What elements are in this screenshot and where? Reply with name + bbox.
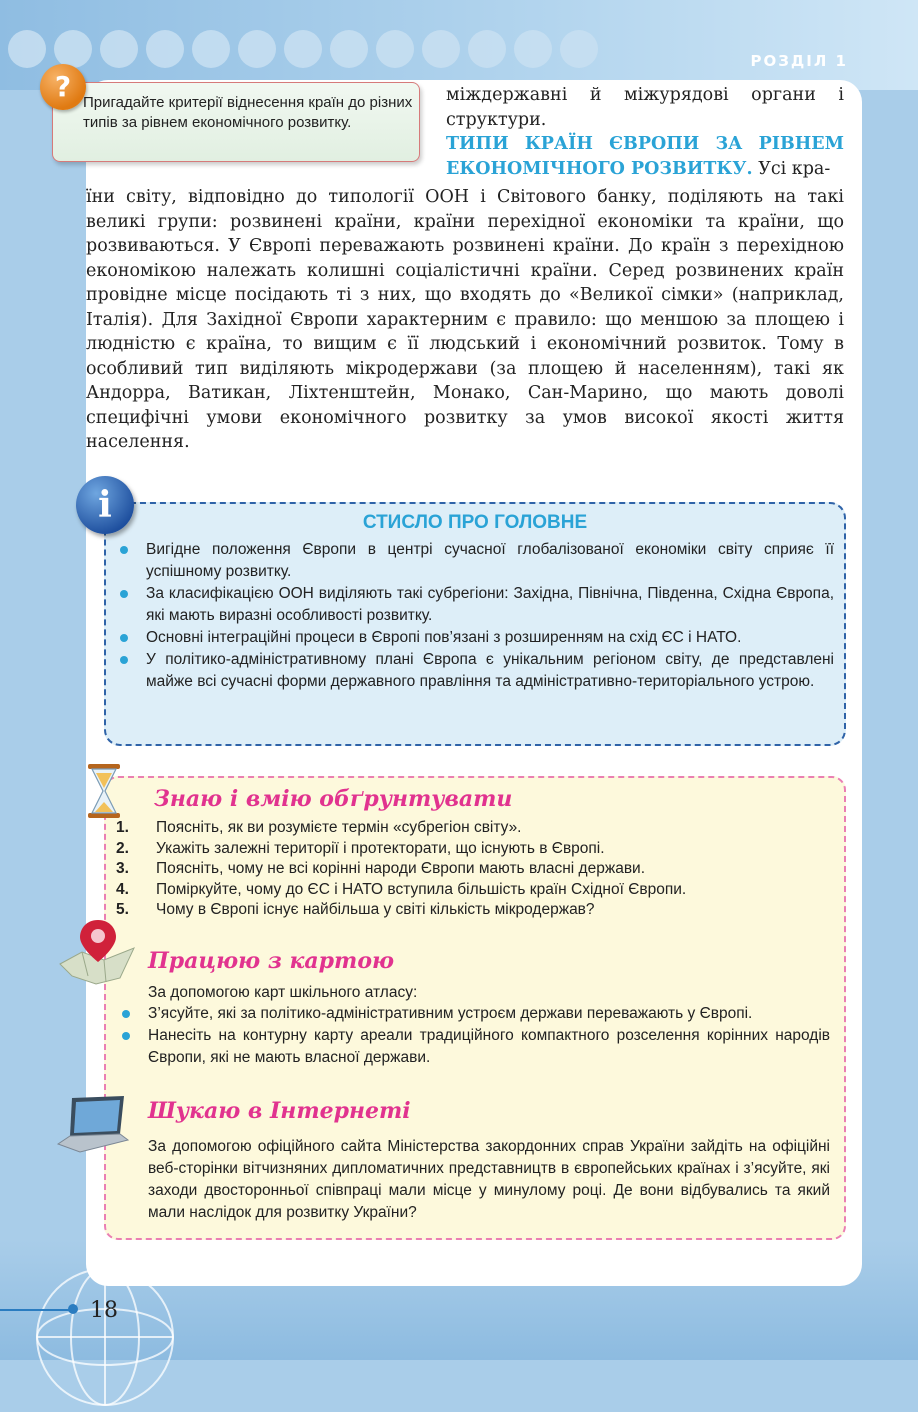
list-item (116, 900, 686, 921)
item-text: Поясніть, чому не всі корінні народи Європи мають власні держави. (156, 860, 646, 878)
decor-dot (100, 30, 138, 68)
item-text: Чому в Європі існує найбільша у світі кількість мікродержав? (156, 901, 595, 919)
header-banner (0, 0, 918, 90)
summary-box (104, 502, 846, 746)
hourglass-icon (86, 764, 122, 818)
item-number: 4. (116, 880, 129, 898)
list-item: Основні інтеграційні процеси в Європі пов’язані з розширенням на схід ЄС і НАТО. (146, 627, 834, 649)
summary-title: СТИСЛО ПРО ГОЛОВНЕ (362, 512, 588, 533)
list-item: З’ясуйте, які за політико-адміністративним устроєм держави переважають у Європі. (148, 1003, 830, 1025)
main-text-column (446, 83, 844, 181)
map-work-list (148, 1003, 830, 1069)
list-item (116, 880, 686, 901)
section-label: РОЗДІЛ 1 (750, 52, 848, 70)
map-work-title: Працюю з картою (148, 948, 395, 974)
main-paragraph: їни світу, відповідно до типології ООН і Світового банку, поділяють на такі великі групи: розвинені країни, країни перехідної економіки та країни, що розвиваються. У Європі переважають розвинені країни. До країн з перехідною економікою належать колишні соціалістичні країни. Серед розвинених країн провідне місце посідають ті з них, що входять до «Великої сімки» (наприклад, Італія). Для Західної Європи характерним є правило: що меншою за площею і людністю є країна, то вищим є її людський і економічний розвиток. Тому в особливий тип виділяють мікродержави (за площею й населенням), такі як Андорра, Ватикан, Ліхтенштейн, Монако, Сан-Марино, що мають доволі специфічні умови економічного розвитку за умов високої якості життя населення. (86, 187, 844, 452)
list-item (116, 818, 686, 839)
item-number: 3. (116, 860, 129, 878)
question-icon: ? (40, 64, 86, 110)
page-dot (68, 1304, 78, 1314)
decor-dot (468, 30, 506, 68)
item-text: Поясніть, як ви розумієте термін «субрегіон світу». (156, 819, 522, 836)
map-pin-icon (58, 916, 138, 986)
main-text-line: міждержавні й міжурядові органи і структури. (446, 85, 844, 130)
decor-dot (330, 30, 368, 68)
page-rule (0, 1309, 72, 1311)
laptop-icon (54, 1094, 130, 1154)
list-item (116, 839, 686, 860)
section-heading: ТИПИ КРАЇН ЄВРОПИ ЗА РІВНЕМ ЕКОНОМІЧНОГО РОЗВИТКУ. (446, 134, 844, 179)
list-item: Вигідне положення Європи в центрі сучасної глобалізованої економіки світу сприяє її успішному розвитку. (146, 539, 834, 583)
know-list (116, 818, 686, 921)
item-number: 2. (116, 839, 129, 857)
decor-dot (514, 30, 552, 68)
list-item: У політико-адміністративному плані Європа є унікальним регіоном світу, де представлені майже всі сучасні форми державного правління та адміністративно-територіального устрою. (146, 649, 834, 693)
item-text: Укажіть залежні території і протекторати, що існують в Європі. (156, 839, 605, 857)
item-number: 5. (116, 901, 129, 919)
main-text-heading-tail: Усі кра- (758, 158, 831, 179)
question-box (52, 82, 420, 162)
item-text: Поміркуйте, чому до ЄС і НАТО вступила більшість країн Східної Європи. (156, 880, 687, 898)
decor-dot (146, 30, 184, 68)
summary-list (146, 539, 834, 693)
decor-dot (284, 30, 322, 68)
decor-dot (560, 30, 598, 68)
decor-dot (8, 30, 46, 68)
decor-dot (54, 30, 92, 68)
decor-dot (422, 30, 460, 68)
globe-icon (30, 1262, 180, 1412)
page-number: 18 (90, 1298, 118, 1323)
list-item: Нанесіть на контурну карту ареали традиційного компактного розселення корінних народів Європи, які не мають власної держави. (148, 1025, 830, 1069)
know-title: Знаю і вмію обґрунтувати (154, 786, 513, 812)
map-work-intro: За допомогою карт шкільного атласу: (148, 984, 418, 1001)
decor-dot (238, 30, 276, 68)
internet-title: Шукаю в Інтернеті (148, 1098, 411, 1124)
item-number: 1. (116, 819, 129, 836)
decor-dot (192, 30, 230, 68)
decor-dot (376, 30, 414, 68)
internet-text: За допомогою офіційного сайта Міністерства закордонних справ України зайдіть на офіційні веб-сторінки вітчизняних дипломатичних представництв в європейських країнах і з’ясуйте, які заходи двосторонньої співпраці мали місце у минулому році. Де вони відбувались та який мали наслідок для розвитку України? (148, 1138, 830, 1221)
question-text: Пригадайте критерії віднесення країн до різних типів за рівнем економічного розвитку. (83, 94, 413, 131)
list-item (116, 859, 686, 880)
info-icon: i (76, 476, 134, 534)
list-item: За класифікацією ООН виділяють такі субрегіони: Західна, Північна, Південна, Східна Європа, які мають виразні особливості розвитку. (146, 583, 834, 627)
